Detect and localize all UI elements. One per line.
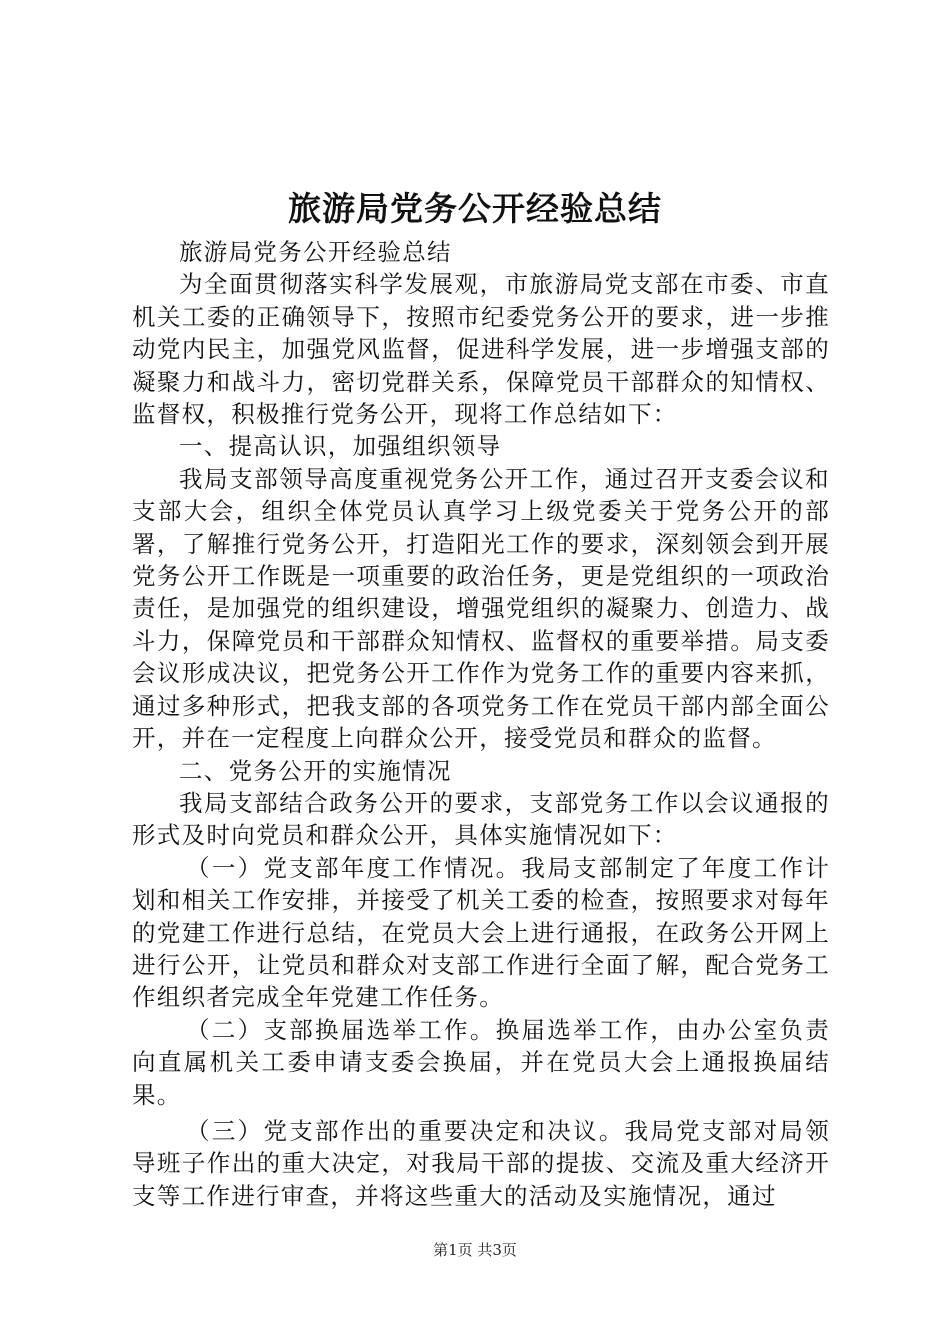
body-paragraph-section-2: 我局支部结合政务公开的要求，支部党务工作以会议通报的形式及时向党员和群众公开，具体实施情况如下： bbox=[132, 788, 830, 850]
section-heading-1: 一、提高认识，加强组织领导 bbox=[179, 432, 502, 461]
page-number-footer: 第1页 共3页 bbox=[433, 1241, 517, 1259]
body-paragraph-item-2: （二）支部换届选举工作。换届选举工作，由办公室负责向直属机关工委申请支委会换届，并在党员大会上通报换届结果。 bbox=[132, 1015, 830, 1109]
document-body bbox=[132, 236, 830, 1212]
body-paragraph-item-1: （一）党支部年度工作情况。我局支部制定了年度工作计划和相关工作安排，并接受了机关工委的检查，按照要求对每年的党建工作进行总结，在党员大会上进行通报，在政务公开网上进行公开，让党员和群众对支部工作进行全面了解，配合党务工作组织者完成全年党建工作任务。 bbox=[132, 853, 830, 1012]
section-heading-2: 二、党务公开的实施情况 bbox=[179, 756, 452, 785]
body-paragraph-section-1: 我局支部领导高度重视党务公开工作，通过召开支委会议和支部大会，组织全体党员认真学习上级党委关于党务公开的部署，了解推行党务公开，打造阳光工作的要求，深刻领会到开展党务公开工作既是一项重要的政治任务，更是党组织的一项政治责任，是加强党的组织建设，增强党组织的凝聚力、创造力、战斗力，保障党员和干部群众知情权、监督权的重要举措。局支委会议形成决议，把党务公开工作作为党务工作的重要内容来抓，通过多种形式，把我支部的各项党务工作在党员干部内部全面公开，并在一定程度上向群众公开，接受党员和群众的监督。 bbox=[132, 464, 830, 753]
body-paragraph-subtitle: 旅游局党务公开经验总结 bbox=[179, 238, 452, 266]
body-paragraph-item-3: （三）党支部作出的重要决定和决议。我局党支部对局领导班子作出的重大决定，对我局干部的提拔、交流及重大经济开支等工作进行审查，并将这些重大的活动及实施情况，通过 bbox=[132, 1116, 830, 1210]
document-title: 旅游局党务公开经验总结 bbox=[288, 189, 662, 228]
body-paragraph-intro: 为全面贯彻落实科学发展观，市旅游局党支部在市委、市直机关工委的正确领导下，按照市纪委党务公开的要求，进一步推动党内民主，加强党风监督，促进科学发展，进一步增强支部的凝聚力和战斗力，密切党群关系，保障党员干部群众的知情权、监督权，积极推行党务公开，现将工作总结如下： bbox=[132, 270, 830, 429]
